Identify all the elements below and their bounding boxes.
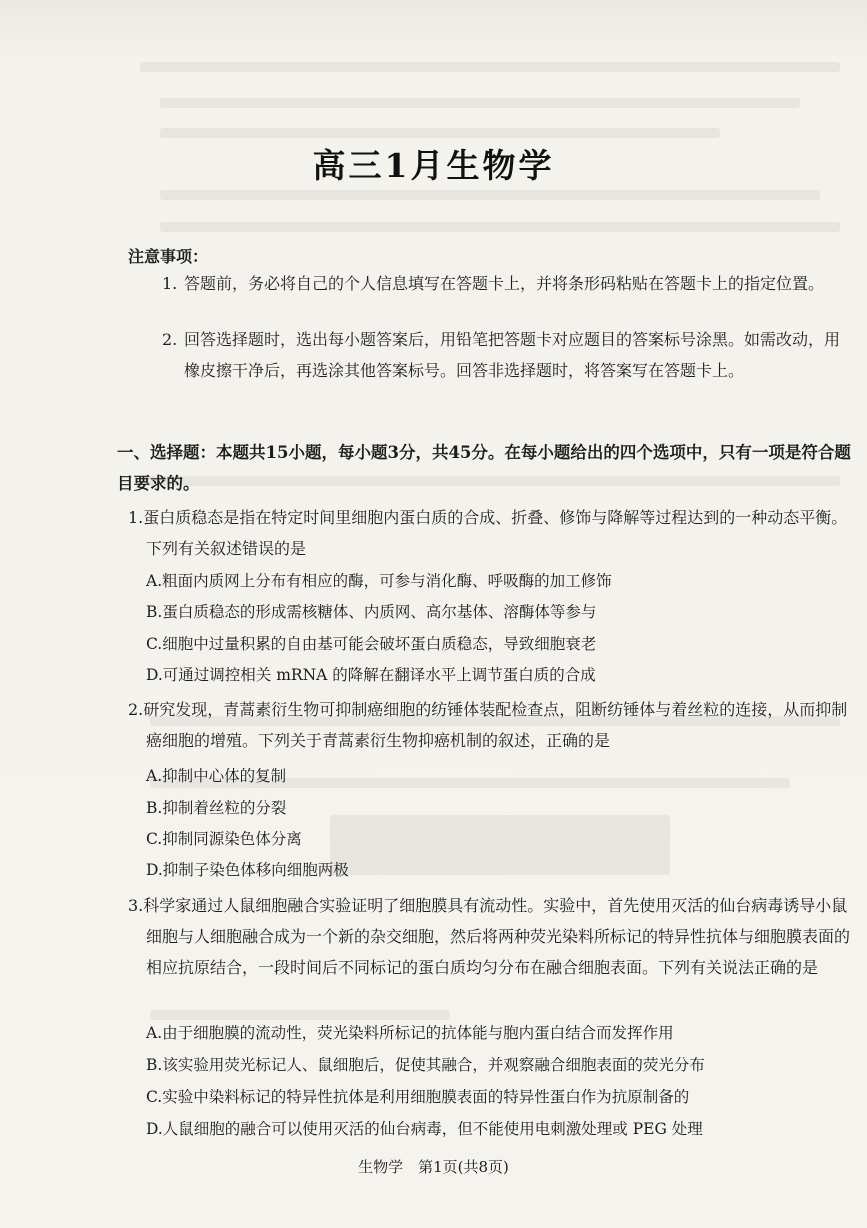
question-2-option-b: B.抑制着丝粒的分裂 <box>146 799 287 817</box>
question-stem <box>128 694 852 756</box>
question-1-option-a: A.粗面内质网上分布有相应的酶，可参与消化酶、呼吸酶的加工修饰 <box>146 572 612 590</box>
notice-item-text: 回答选择题时，选出每小题答案后，用铅笔把答题卡对应题目的答案标号涂黑。如需改动，用橡皮擦干净后，再选涂其他答案标号。回答非选择题时，将答案写在答题卡上。 <box>184 330 841 380</box>
question-stem <box>128 890 852 983</box>
notice-item <box>162 268 852 299</box>
question-1-option-b: B.蛋白质稳态的形成需核糖体、内质网、高尔基体、溶酶体等参与 <box>146 603 597 621</box>
question-2-stem: 2.研究发现，青蒿素衍生物可抑制癌细胞的纺锤体装配检查点，阻断纺锤体与着丝粒的连接，从而抑制癌细胞的增殖。下列关于青蒿素衍生物抑癌机制的叙述，正确的是 <box>128 700 848 750</box>
notice-item-text: 答题前，务必将自己的个人信息填写在答题卡上，并将条形码粘贴在答题卡上的指定位置。 <box>184 274 825 293</box>
question-1-option-d: D.可通过调控相关 mRNA 的降解在翻译水平上调节蛋白质的合成 <box>146 666 596 684</box>
question-3-option-a: A.由于细胞膜的流动性，荧光染料所标记的抗体能与胞内蛋白结合而发挥作用 <box>146 1024 674 1042</box>
question-2-option-a: A.抑制中心体的复制 <box>146 767 287 785</box>
question-1-stem: 1.蛋白质稳态是指在特定时间里细胞内蛋白质的合成、折叠、修饰与降解等过程达到的一种动态平衡。下列有关叙述错误的是 <box>128 508 848 558</box>
question-2-option-d: D.抑制子染色体移向细胞两极 <box>146 861 349 879</box>
question-3-option-d: D.人鼠细胞的融合可以使用灭活的仙台病毒，但不能使用电刺激处理或 PEG 处理 <box>146 1120 703 1138</box>
exam-title: 高三1月生物学 <box>312 146 555 185</box>
notice-item <box>162 324 852 380</box>
question-stem <box>128 502 852 564</box>
question-3-option-c: C.实验中染料标记的特异性抗体是利用细胞膜表面的特异性蛋白作为抗原制备的 <box>146 1088 690 1106</box>
notice-heading: 注意事项： <box>128 247 209 266</box>
question-1-option-c: C.细胞中过量积累的自由基可能会破坏蛋白质稳态，导致细胞衰老 <box>146 635 597 653</box>
notice-item-number: 2. <box>162 330 178 349</box>
page-footer: 生物学 第1页(共8页) <box>358 1158 509 1176</box>
question-3-stem: 3.科学家通过人鼠细胞融合实验证明了细胞膜具有流动性。实验中，首先使用灭活的仙台病毒诱导小鼠细胞与人细胞融合成为一个新的杂交细胞，然后将两种荧光染料所标记的特异性抗体与细胞膜表面的相应抗原结合，一段时间后不同标记的蛋白质均匀分布在融合细胞表面。下列有关说法正确的是 <box>128 896 851 977</box>
notice-item-number: 1. <box>162 274 178 293</box>
question-2-option-c: C.抑制同源染色体分离 <box>146 830 302 848</box>
question-3-option-b: B.该实验用荧光标记人、鼠细胞后，促使其融合，并观察融合细胞表面的荧光分布 <box>146 1056 705 1074</box>
section-heading: 一、选择题：本题共15小题，每小题3分，共45分。在每小题给出的四个选项中，只有一项是符合题目要求的。 <box>117 443 851 493</box>
